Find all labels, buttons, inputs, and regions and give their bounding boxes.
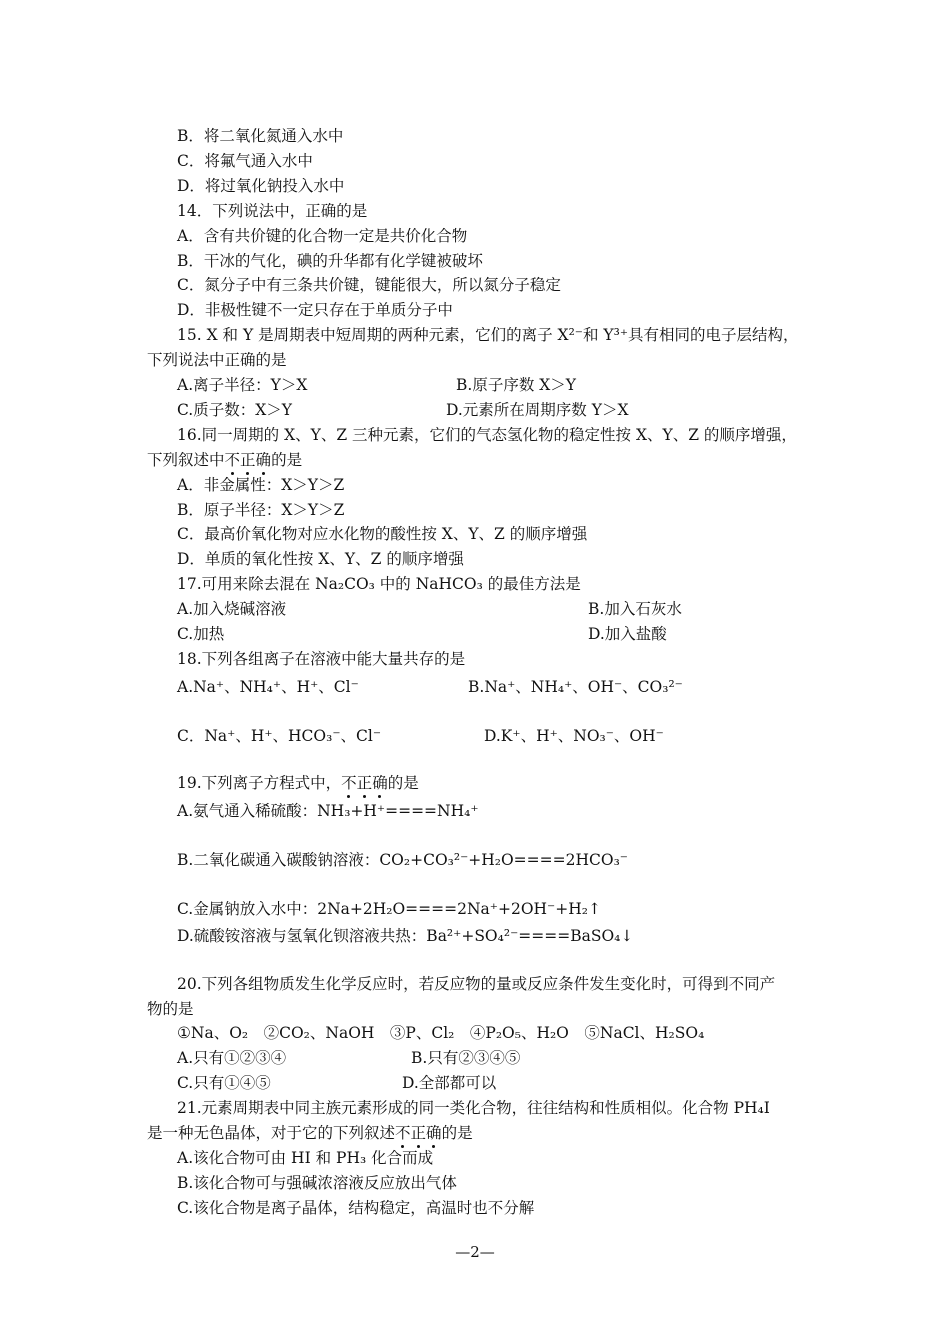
q15-option-b: B.原子序数 X＞Y: [456, 376, 577, 394]
q16-text-end: 的是: [271, 451, 303, 469]
q21-text: 是一种无色晶体，对于它的下列叙述: [147, 1124, 396, 1142]
q14-option-a: A．含有共价键的化合物一定是共价化合物: [177, 227, 468, 245]
q13-option-d: D．将过氧化钠投入水中: [177, 177, 345, 195]
q20-stem-cont: 物的是: [147, 1000, 194, 1018]
q18-stem: 18.下列各组离子在溶液中能大量共存的是: [177, 650, 466, 668]
q15-stem-cont: 下列说法中正确的是: [147, 351, 287, 369]
q16-stem-cont: [147, 450, 302, 470]
q16-option-c: C．最高价氧化物对应水化物的酸性按 X、Y、Z 的顺序增强: [177, 525, 588, 543]
q20-option-c: C.只有①④⑤: [177, 1074, 271, 1092]
q15-option-d: D.元素所在周期序数 Y＞X: [446, 401, 629, 419]
q20-stem: 20.下列各组物质发生化学反应时，若反应物的量或反应条件发生变化时，可得到不同产: [177, 975, 776, 993]
q17-option-c: C.加热: [177, 625, 225, 643]
emphasis-char: 正: [240, 451, 256, 469]
q15-option-a: A.离子半径：Y＞X: [177, 376, 308, 394]
q16-option-a: A．非金属性：X＞Y＞Z: [177, 476, 345, 494]
page-number: —2—: [455, 1243, 495, 1261]
q13-option-b: B．将二氧化氮通入水中: [177, 127, 344, 145]
q21-option-c: C.该化合物是离子晶体，结构稳定，高温时也不分解: [177, 1199, 535, 1217]
q20-option-b: B.只有②③④⑤: [411, 1049, 521, 1067]
q16-option-b: B．原子半径：X＞Y＞Z: [177, 501, 345, 519]
emphasis-char: 确: [255, 451, 272, 469]
q19-text: 19.下列离子方程式中，: [177, 774, 342, 792]
q17-option-d: D.加入盐酸: [588, 625, 667, 643]
q16-text: 下列叙述中: [147, 451, 225, 469]
emphasis-char: 不: [395, 1124, 411, 1142]
q19-option-d: D.硫酸铵溶液与氢氧化钡溶液共热：Ba²⁺+SO₄²⁻====BaSO₄↓: [177, 927, 634, 945]
q18-option-d: D.K⁺、H⁺、NO₃⁻、OH⁻: [484, 727, 664, 745]
q20-option-d: D.全部都可以: [402, 1074, 497, 1092]
q19-option-c: C.金属钠放入水中：2Na+2H₂O====2Na⁺+2OH⁻+H₂↑: [177, 900, 601, 918]
q14-option-d: D．非极性键不一定只存在于单质分子中: [177, 301, 453, 319]
emphasis-char: 正: [356, 774, 373, 792]
q14-stem: 14．下列说法中，正确的是: [177, 202, 368, 220]
q20-option-a: A.只有①②③④: [177, 1049, 287, 1067]
emphasis-char: 不: [341, 774, 357, 792]
q18-option-b: B.Na⁺、NH₄⁺、OH⁻、CO₃²⁻: [468, 678, 683, 696]
q19-option-b: B.二氧化碳通入碳酸钠溶液：CO₂+CO₃²⁻+H₂O====2HCO₃⁻: [177, 851, 628, 869]
q17-stem: 17.可用来除去混在 Na₂CO₃ 中的 NaHCO₃ 的最佳方法是: [177, 575, 581, 593]
q21-stem: 21.元素周期表中同主族元素形成的同一类化合物，往往结构和性质相似。化合物 PH₄I: [177, 1099, 770, 1117]
q20-items: ①Na、O₂ ②CO₂、NaOH ③P、Cl₂ ④P₂O₅、H₂O ⑤NaCl、H₂SO₄: [177, 1024, 705, 1042]
q13-option-c: C．将氟气通入水中: [177, 152, 313, 170]
q17-option-a: A.加入烧碱溶液: [177, 600, 287, 618]
q21-option-a: A.该化合物可由 HI 和 PH₃ 化合而成: [177, 1149, 434, 1167]
emphasis-char: 不: [224, 451, 241, 469]
q16-stem: 16.同一周期的 X、Y、Z 三种元素，它们的气态氢化物的稳定性按 X、Y、Z 的顺序增强，: [177, 426, 797, 444]
q18-option-c: C．Na⁺、H⁺、HCO₃⁻、Cl⁻: [177, 727, 382, 745]
q14-option-c: C．氮分子中有三条共价键，键能很大，所以氮分子稳定: [177, 276, 561, 294]
emphasis-char: 确: [426, 1124, 442, 1142]
q17-option-b: B.加入石灰水: [588, 600, 682, 618]
q15-option-c: C.质子数：X＞Y: [177, 401, 293, 419]
q14-option-b: B．干冰的气化，碘的升华都有化学键被破坏: [177, 252, 483, 270]
emphasis-char: 确: [372, 774, 388, 792]
q21-option-b: B.该化合物可与强碱浓溶液反应放出气体: [177, 1174, 457, 1192]
q16-option-d: D．单质的氧化性按 X、Y、Z 的顺序增强: [177, 550, 464, 568]
q21-stem-cont: [147, 1123, 473, 1143]
q18-option-a: A.Na⁺、NH₄⁺、H⁺、Cl⁻: [177, 678, 359, 696]
q19-text-end: 的是: [387, 774, 419, 792]
q19-option-a: A.氨气通入稀硫酸：NH₃+H⁺====NH₄⁺: [177, 802, 479, 820]
q21-text-end: 的是: [441, 1124, 473, 1142]
q15-stem: 15. X 和 Y 是周期表中短周期的两种元素，它们的离子 X²⁻和 Y³⁺具有相同的电子层结构，: [177, 326, 799, 344]
emphasis-char: 正: [410, 1124, 427, 1142]
q19-stem: [177, 773, 419, 793]
